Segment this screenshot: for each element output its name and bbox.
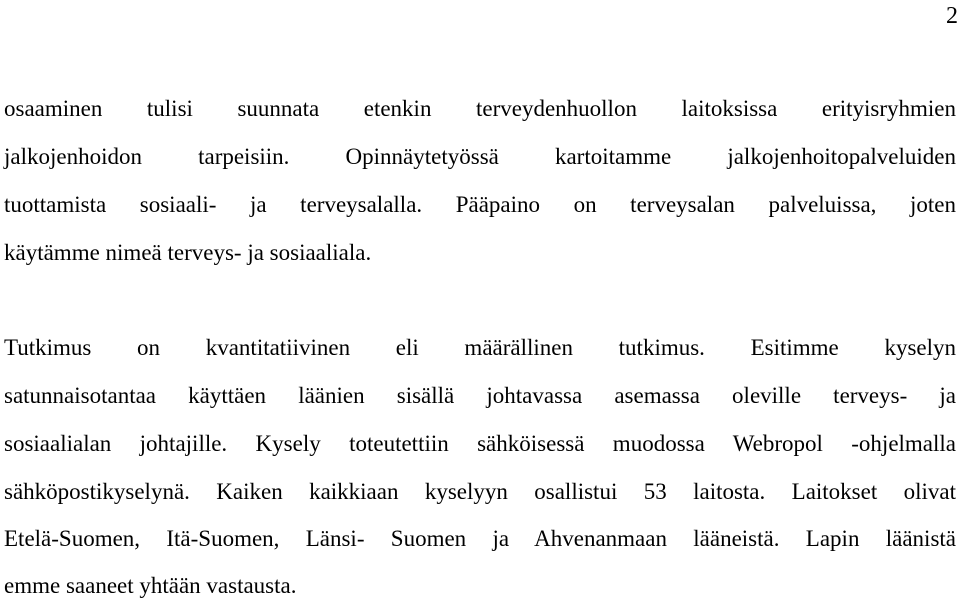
text-line: sähköpostikyselynä. Kaiken kaikkiaan kyselyyn osallistui 53 laitosta. Laitokset olivat — [4, 479, 956, 504]
text-line: osaaminen tulisi suunnata etenkin terveydenhuollon laitoksissa erityisryhmien — [4, 96, 956, 121]
text-line: käytämme nimeä terveys- ja sosiaaliala. — [4, 240, 372, 265]
text-line: jalkojenhoidon tarpeisiin. Opinnäytetyössä kartoitamme jalkojenhoitopalveluiden — [4, 144, 956, 169]
text-line: tuottamista sosiaali- ja terveysalalla. Pääpaino on terveysalan palveluissa, joten — [4, 192, 956, 217]
text-line: Tutkimus on kvantitatiivinen eli määrällinen tutkimus. Esitimme kyselyn — [4, 335, 956, 360]
text-line: satunnaisotantaa käyttäen läänien sisällä johtavassa asemassa oleville terveys- ja — [4, 383, 956, 408]
text-line: emme saaneet yhtään vastausta. — [4, 573, 297, 598]
text-line: Etelä-Suomen, Itä-Suomen, Länsi- Suomen ja Ahvenanmaan lääneistä. Lapin läänistä — [4, 526, 956, 551]
text-line: sosiaalialan johtajille. Kysely toteutettiin sähköisessä muodossa Webropol -ohjelmalla — [4, 431, 956, 456]
page-number: 2 — [946, 3, 958, 29]
